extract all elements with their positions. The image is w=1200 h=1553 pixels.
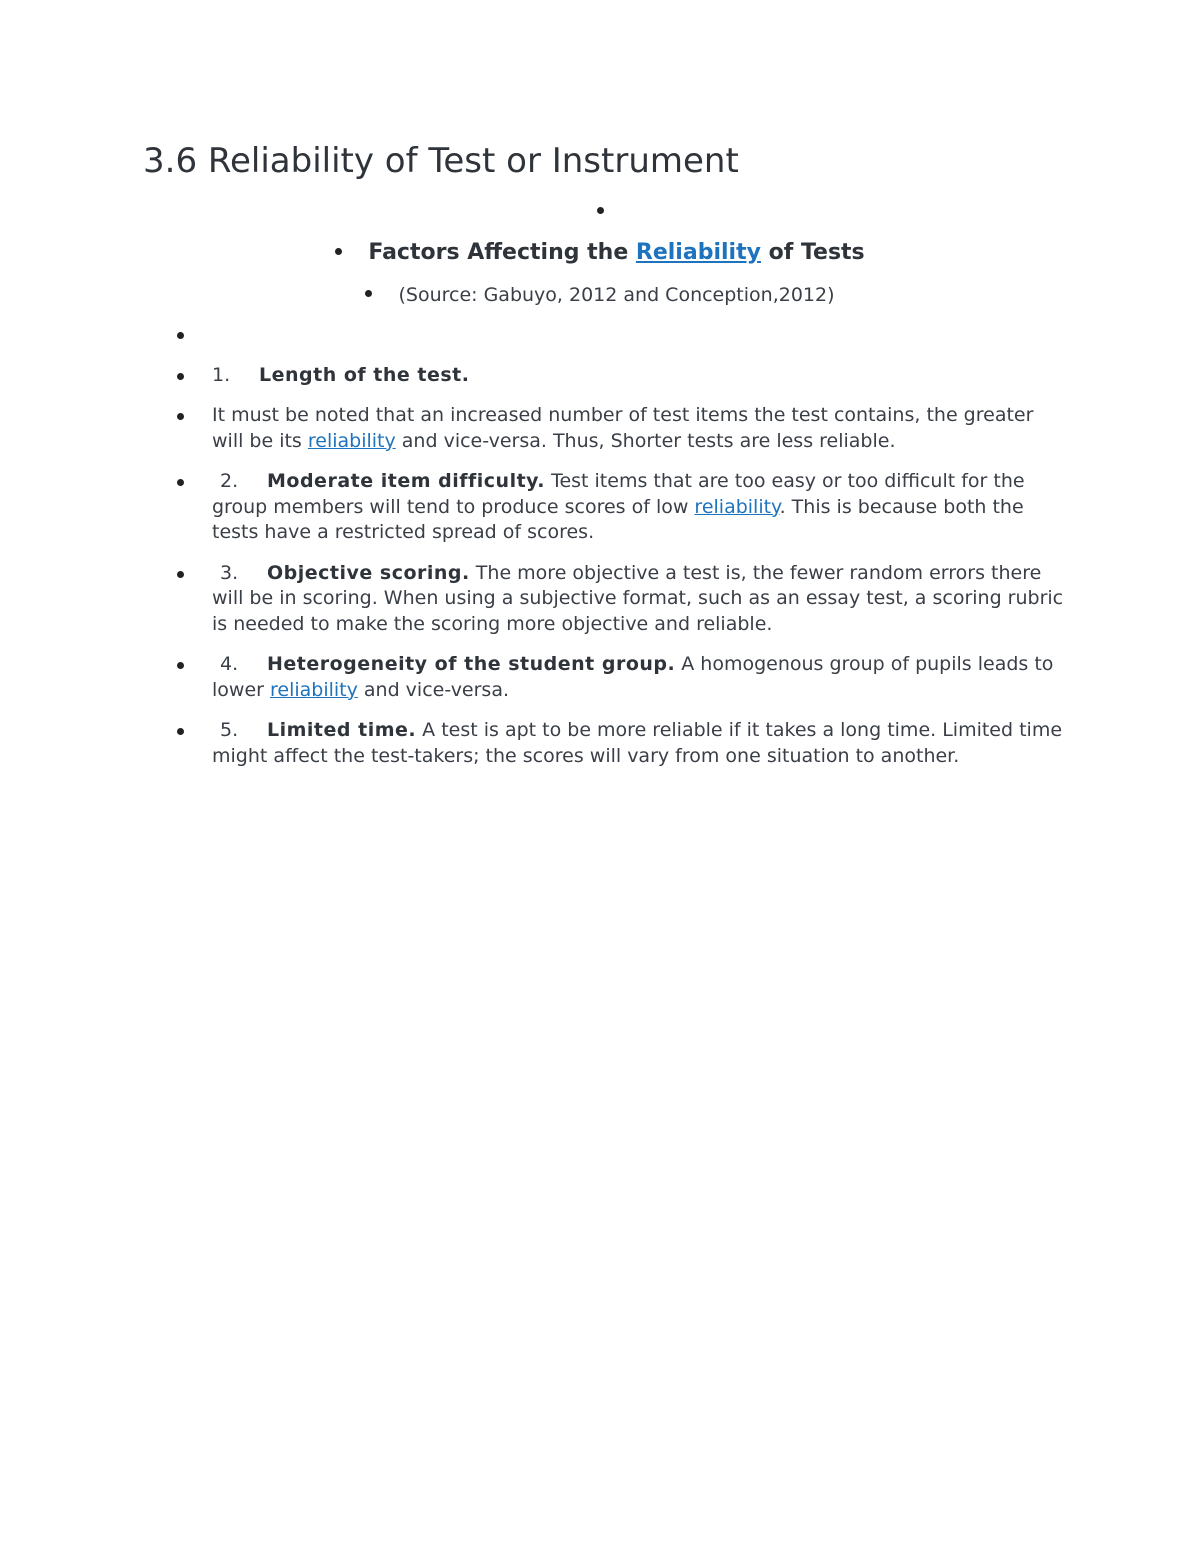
page-title: 3.6 Reliability of Test or Instrument	[143, 141, 739, 181]
list-item-difficulty	[174, 469, 1064, 546]
factor-list	[174, 322, 1064, 784]
item-number: 1.	[212, 363, 231, 386]
item-label: Heterogeneity of the student group.	[267, 653, 676, 675]
list-item-heterogeneity	[174, 652, 1064, 703]
item-label: Objective scoring.	[267, 561, 470, 584]
item-text: . This is because both the tests have a restricted spread of scores.	[212, 495, 1024, 543]
bullet-icon	[335, 248, 342, 255]
heading-suffix: of Tests	[760, 240, 865, 265]
item-text: It must be noted that an increased number of test items the test contains, the greater will be its	[212, 404, 1034, 452]
item-text: and vice-versa. Thus, Shorter tests are less reliable.	[395, 429, 896, 452]
item-label: Limited time.	[267, 719, 417, 741]
bullet-icon	[365, 290, 372, 297]
source-text: (Source: Gabuyo, 2012 and Conception,2012)	[398, 284, 835, 306]
reliability-link[interactable]: reliability	[694, 495, 780, 518]
bullet-icon	[177, 332, 184, 339]
empty-bullet-line	[0, 200, 1200, 220]
item-label: Moderate item difficulty.	[267, 470, 546, 492]
item-number: 2.	[220, 470, 239, 492]
heading-prefix: Factors Affecting the	[368, 240, 636, 265]
bullet-icon	[177, 728, 184, 735]
reliability-link[interactable]: reliability	[269, 678, 358, 701]
list-item-objective-scoring	[174, 561, 1064, 638]
bullet-icon	[177, 479, 184, 486]
source-line	[0, 282, 1200, 308]
list-item-limited-time	[174, 718, 1064, 769]
bullet-icon	[597, 207, 604, 214]
bullet-icon	[177, 373, 184, 380]
item-text: A homogenous group of pupils leads to lower	[212, 653, 1054, 701]
item-text: and vice-versa.	[357, 678, 510, 701]
item-number: 4.	[220, 653, 239, 675]
item-number: 5.	[220, 719, 239, 741]
bullet-icon	[177, 413, 184, 420]
item-number: 3.	[220, 561, 239, 584]
bullet-icon	[177, 571, 184, 578]
list-item-length-description	[174, 403, 1064, 454]
section-heading	[0, 238, 1200, 268]
list-item-empty	[174, 322, 1064, 348]
reliability-link[interactable]: Reliability	[635, 240, 761, 265]
item-text: Test items that are too easy or too difficult for the group members will tend to produce scores of low	[212, 470, 1025, 518]
reliability-link[interactable]: reliability	[307, 429, 396, 452]
bullet-icon	[177, 662, 184, 669]
item-text: The more objective a test is, the fewer random errors there will be in scoring. When using a subjective format, such as an essay test, a scoring rubric is needed to make the scoring more objective and reliable.	[212, 561, 1064, 635]
item-text: A test is apt to be more reliable if it takes a long time. Limited time might affect the test-takers; the scores will vary from one situation to another.	[212, 719, 1063, 767]
list-item-length	[174, 363, 1064, 389]
item-label: Length of the test.	[259, 363, 470, 386]
